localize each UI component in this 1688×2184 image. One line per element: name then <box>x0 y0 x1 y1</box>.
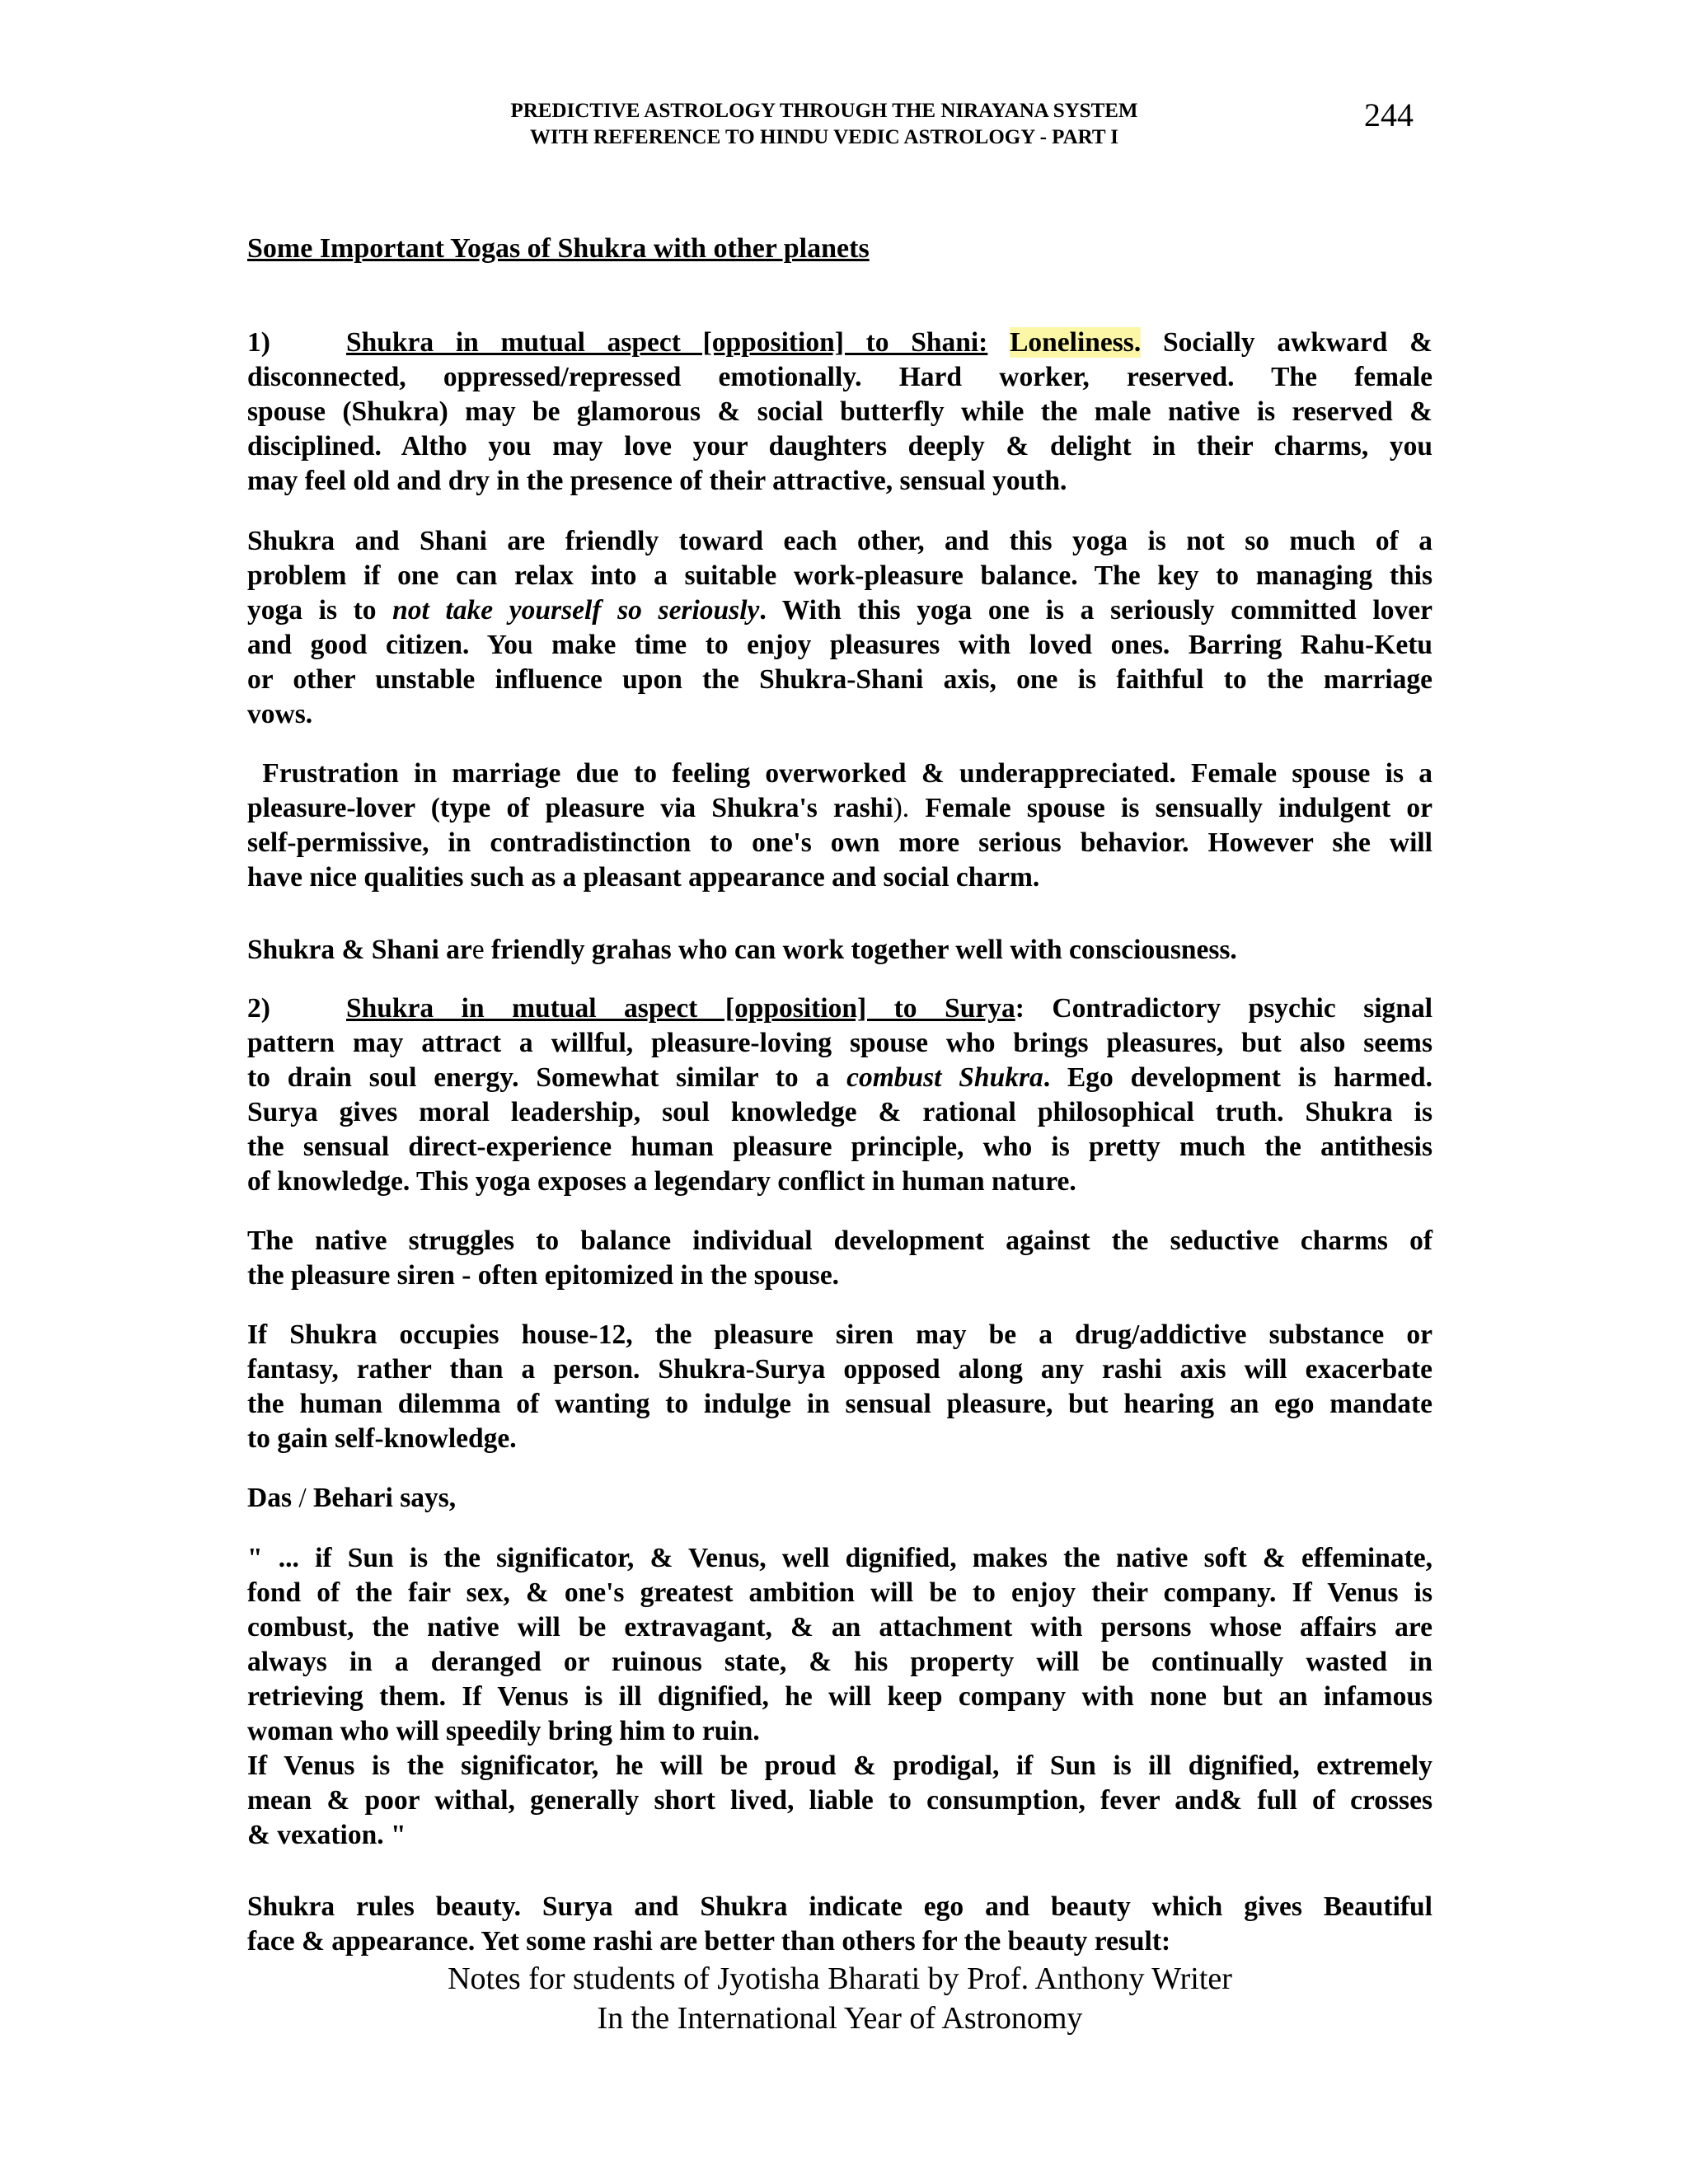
paragraph-3 <box>247 757 1432 895</box>
paragraph-line <box>247 1481 1432 1516</box>
section-2-line: of knowledge. This yoga exposes a legendary conflict in human nature. <box>247 1166 1076 1197</box>
quote-line: " ... if Sun is the significator, & Venus, well dignified, makes the native soft & effeminate, <box>247 1543 1432 1573</box>
paragraph-line: Shukra and Shani are friendly toward each other, and this yoga is not so much of a <box>247 526 1432 556</box>
paragraph-7 <box>247 1318 1432 1456</box>
text-run: Das <box>247 1483 299 1513</box>
paragraph-line <box>247 791 1432 826</box>
paragraph-line: to gain self-knowledge. <box>247 1423 517 1454</box>
text-run: . Ego development is harmed. <box>1043 1062 1432 1093</box>
paragraph-line: Frustration in marriage due to feeling overworked & underappreciated. Female spouse is a <box>247 758 1432 789</box>
text-run: pleasure-lover (type of pleasure via Shukra's rashi <box>247 793 893 823</box>
paragraph-line: or other unstable influence upon the Shukra-Shani axis, one is faithful to the marriage <box>247 664 1432 695</box>
section-2-title: Shukra in mutual aspect [opposition] to Surya <box>346 993 1015 1024</box>
section-2-number: 2) <box>247 993 270 1024</box>
paragraph-line: the human dilemma of wanting to indulge in sensual pleasure, but hearing an ego mandate <box>247 1389 1432 1419</box>
text-run: to drain soul energy. Somewhat similar to a <box>247 1062 830 1093</box>
italic-emphasis: combust Shukra <box>846 1062 1043 1093</box>
text-run: . With this yoga one is a seriously committed lover <box>759 595 1433 626</box>
paragraph-2 <box>247 524 1432 732</box>
paragraph-line: and good citizen. You make time to enjoy pleasures with loved ones. Barring Rahu-Ketu <box>247 630 1432 660</box>
footer-line-2: In the International Year of Astronomy <box>597 2001 1083 2036</box>
section-1-line: spouse (Shukra) may be glamorous & social butterfly while the male native is reserved & <box>247 396 1432 427</box>
text-run: Female spouse is sensually indulgent or <box>909 793 1432 823</box>
quote-line: retrieving them. If Venus is ill dignified, he will keep company with none but an infamous <box>247 1681 1432 1712</box>
section-1-title: Shukra in mutual aspect [opposition] to Shani: <box>346 327 988 358</box>
quote-line: woman who will speedily bring him to ruin. <box>247 1716 760 1746</box>
paragraph-line: self-permissive, in contradistinction to one's own more serious behavior. However she will <box>247 827 1432 858</box>
section-1-number: 1) <box>247 327 270 358</box>
quote-line: If Venus is the significator, he will be proud & prodigal, if Sun is ill dignified, extremely <box>247 1750 1432 1781</box>
text-run: / <box>298 1483 307 1513</box>
section-2-line <box>247 991 1432 1026</box>
paragraph-6 <box>247 1224 1432 1293</box>
section-2-paragraph <box>247 991 1432 1199</box>
section-1-line: may feel old and dry in the presence of their attractive, sensual youth. <box>247 466 1067 496</box>
paragraph-4 <box>247 933 1432 968</box>
section-2-line-text: : Contradictory psychic signal <box>1015 993 1432 1024</box>
paragraph-line <box>247 933 1432 968</box>
italic-emphasis: not take yourself so seriously <box>392 595 760 626</box>
attribution-line <box>247 1481 1432 1516</box>
running-header-line-1: PREDICTIVE ASTROLOGY THROUGH THE NIRAYANA SYSTEM <box>510 100 1138 122</box>
quote-line: mean & poor withal, generally short lived, liable to consumption, fever and& full of crosses <box>247 1785 1432 1816</box>
quote-line: combust, the native will be extravagant, & an attachment with persons whose affairs are <box>247 1612 1432 1643</box>
section-heading: Some Important Yogas of Shukra with other planets <box>247 233 870 264</box>
text-run: yoga is to <box>247 595 377 626</box>
running-header-line-2: WITH REFERENCE TO HINDU VEDIC ASTROLOGY - PART I <box>529 126 1119 148</box>
paragraph-9 <box>247 1890 1432 1959</box>
section-1-line: disciplined. Altho you may love your daughters deeply & delight in their charms, you <box>247 431 1432 462</box>
text-run: Behari says, <box>306 1483 457 1513</box>
section-2-line: Surya gives moral leadership, soul knowledge & rational philosophical truth. Shukra is <box>247 1097 1432 1127</box>
text-run: e <box>471 935 485 965</box>
quote-line: always in a deranged or ruinous state, & his property will be continually wasted in <box>247 1647 1432 1677</box>
quote-line: & vexation. " <box>247 1820 406 1850</box>
text-run: ). <box>893 793 910 823</box>
section-1-paragraph <box>247 326 1432 499</box>
paragraph-line: the pleasure siren - often epitomized in the spouse. <box>247 1260 840 1291</box>
section-1-line <box>247 326 1432 360</box>
paragraph-line: face & appearance. Yet some rashi are better than others for the beauty result: <box>247 1926 1171 1957</box>
section-1-line-text: Socially awkward & <box>1162 327 1432 358</box>
paragraph-line: have nice qualities such as a pleasant appearance and social charm. <box>247 862 1040 893</box>
paragraph-line: The native struggles to balance individual development against the seductive charms of <box>247 1226 1432 1256</box>
section-1-line: disconnected, oppressed/repressed emotionally. Hard worker, reserved. The female <box>247 362 1432 392</box>
highlighted-word: Loneliness. <box>1010 327 1142 358</box>
paragraph-line: fantasy, rather than a person. Shukra-Surya opposed along any rashi axis will exacerbate <box>247 1354 1432 1385</box>
section-2-line <box>247 1061 1432 1095</box>
page-number: 244 <box>1364 96 1414 134</box>
quotation <box>247 1541 1432 1853</box>
footer-line-1: Notes for students of Jyotisha Bharati by Prof. Anthony Writer <box>448 1961 1232 1996</box>
paragraph-line: If Shukra occupies house-12, the pleasure siren may be a drug/addictive substance or <box>247 1319 1432 1350</box>
section-2-line: pattern may attract a willful, pleasure-loving spouse who brings pleasures, but also seems <box>247 1028 1432 1058</box>
section-2-line: the sensual direct-experience human pleasure principle, who is pretty much the antithesis <box>247 1132 1432 1162</box>
text-run: friendly grahas who can work together well with consciousness. <box>484 935 1237 965</box>
paragraph-line: problem if one can relax into a suitable work-pleasure balance. The key to managing this <box>247 560 1432 591</box>
paragraph-line: vows. <box>247 699 313 729</box>
text-run: Shukra & Shani ar <box>247 935 472 965</box>
paragraph-line <box>247 593 1432 628</box>
paragraph-line: Shukra rules beauty. Surya and Shukra indicate ego and beauty which gives Beautiful <box>247 1891 1432 1922</box>
quote-line: fond of the fair sex, & one's greatest ambition will be to enjoy their company. If Venus is <box>247 1577 1432 1608</box>
